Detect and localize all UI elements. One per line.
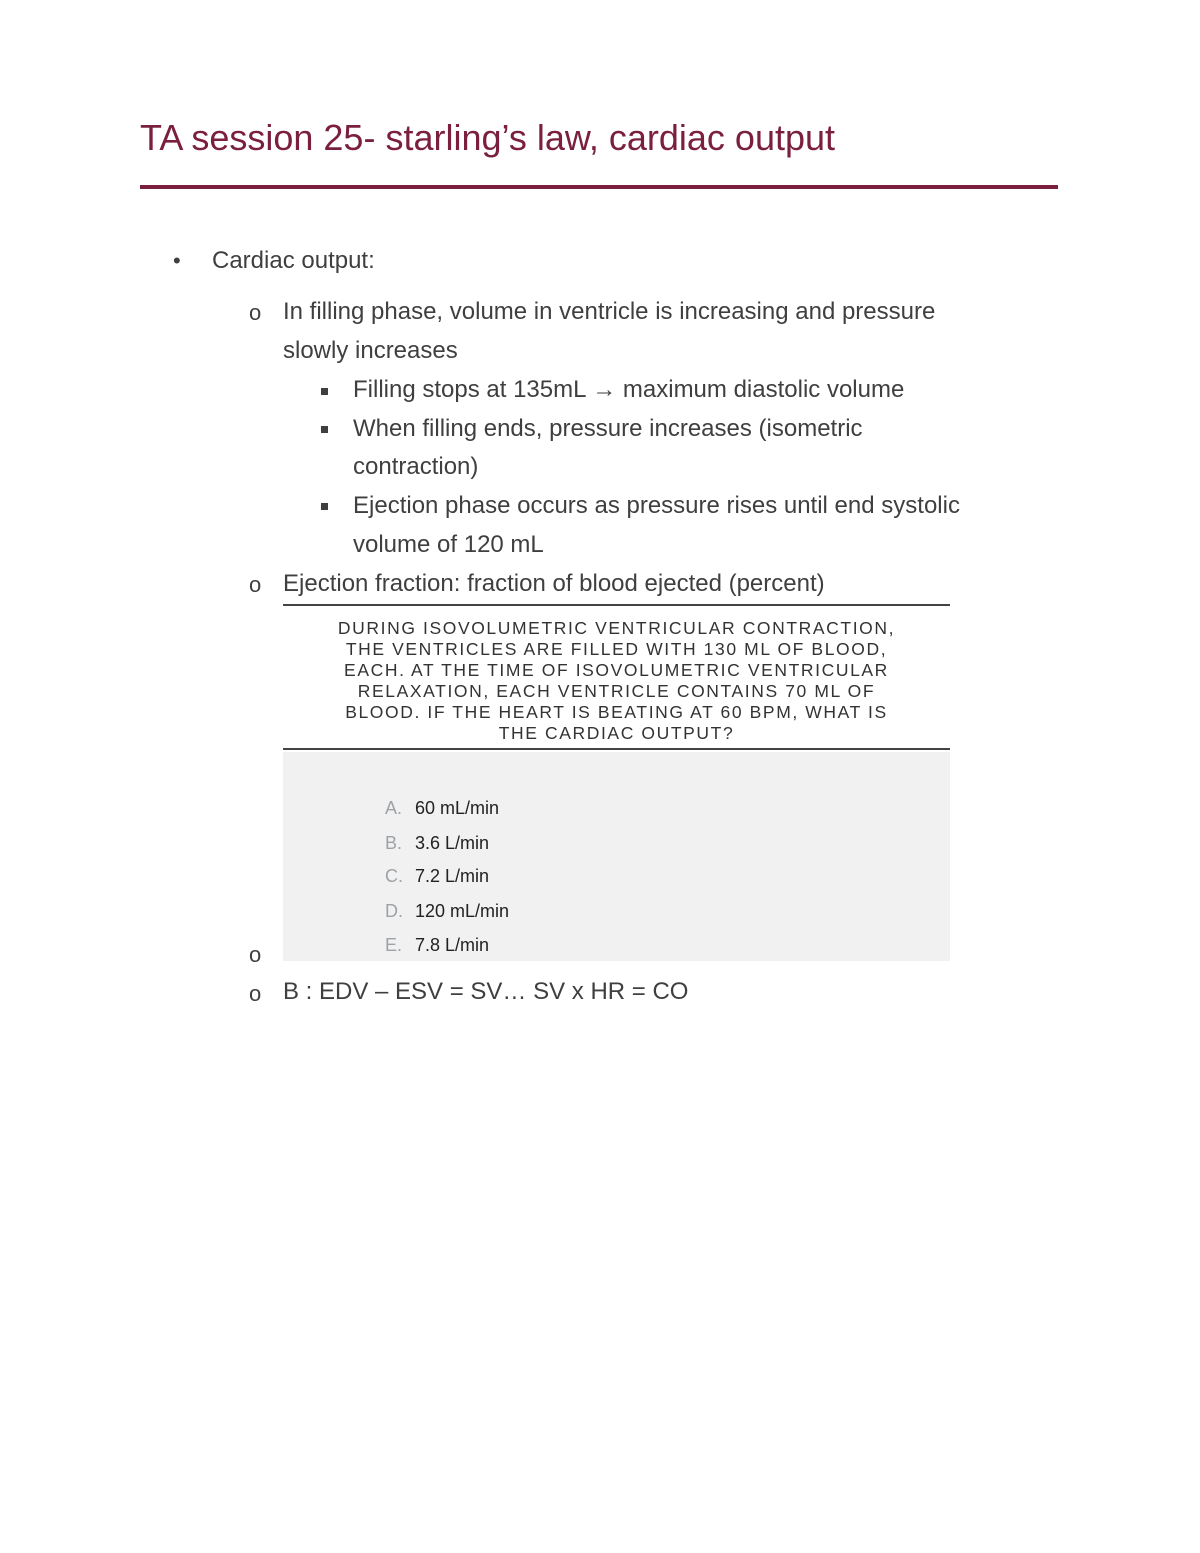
option-d	[385, 900, 509, 922]
disc-bullet-icon: •	[173, 248, 181, 273]
option-text: 60 mL/min	[415, 798, 500, 818]
ejection-fraction-item: Ejection fraction: fraction of blood ejected (percent)	[283, 570, 825, 597]
question-line: DURING ISOVOLUMETRIC VENTRICULAR CONTRACTION,	[337, 618, 896, 638]
option-c	[385, 865, 489, 887]
circle-bullet-icon: o	[249, 942, 262, 967]
page-title: TA session 25- starling’s law, cardiac output	[140, 117, 836, 158]
option-text: 120 mL/min	[415, 901, 510, 921]
square-bullet-icon	[321, 388, 328, 395]
circle-bullet-icon: o	[249, 981, 262, 1006]
square-bullet-icon	[321, 426, 328, 433]
filling-ends-line-1: When filling ends, pressure increases (isometric	[353, 415, 863, 442]
circle-bullet-icon: o	[249, 300, 262, 325]
ejection-phase-line-1: Ejection phase occurs as pressure rises until end systolic	[353, 492, 960, 519]
question-line: EACH. AT THE TIME OF ISOVOLUMETRIC VENTRICULAR	[344, 660, 889, 680]
option-b	[385, 832, 489, 854]
question-line: BLOOD. IF THE HEART IS BEATING AT 60 BPM, WHAT IS	[345, 702, 888, 722]
option-text: 7.8 L/min	[415, 935, 490, 955]
option-letter: C.	[385, 866, 403, 886]
filling-stops-item: Filling stops at 135mL → maximum diastolic volume	[353, 376, 905, 403]
option-letter: A.	[385, 798, 403, 818]
question-image	[283, 604, 950, 750]
title-divider	[140, 185, 1058, 189]
answer-explanation: B : EDV – ESV = SV… SV x HR = CO	[283, 978, 689, 1005]
option-letter: D.	[385, 901, 403, 921]
ejection-phase-line-2: volume of 120 mL	[353, 531, 544, 558]
filling-phase-line-1: In filling phase, volume in ventricle is increasing and pressure	[283, 298, 936, 325]
option-e	[385, 934, 489, 956]
filling-phase-line-2: slowly increases	[283, 337, 458, 364]
option-text: 7.2 L/min	[415, 866, 490, 886]
question-line: RELAXATION, EACH VENTRICLE CONTAINS 70 ML OF	[357, 681, 876, 701]
option-text: 3.6 L/min	[415, 833, 490, 853]
option-letter: B.	[385, 833, 403, 853]
option-letter: E.	[385, 935, 403, 955]
filling-ends-line-2: contraction)	[353, 453, 479, 480]
circle-bullet-icon: o	[249, 572, 262, 597]
cardiac-output-heading: Cardiac output:	[212, 247, 375, 274]
square-bullet-icon	[321, 503, 328, 510]
question-line: THE CARDIAC OUTPUT?	[498, 723, 735, 743]
option-a	[385, 797, 499, 819]
question-line: THE VENTRICLES ARE FILLED WITH 130 ML OF BLOOD,	[345, 639, 888, 659]
answer-options	[283, 752, 950, 961]
question-text	[303, 618, 930, 744]
